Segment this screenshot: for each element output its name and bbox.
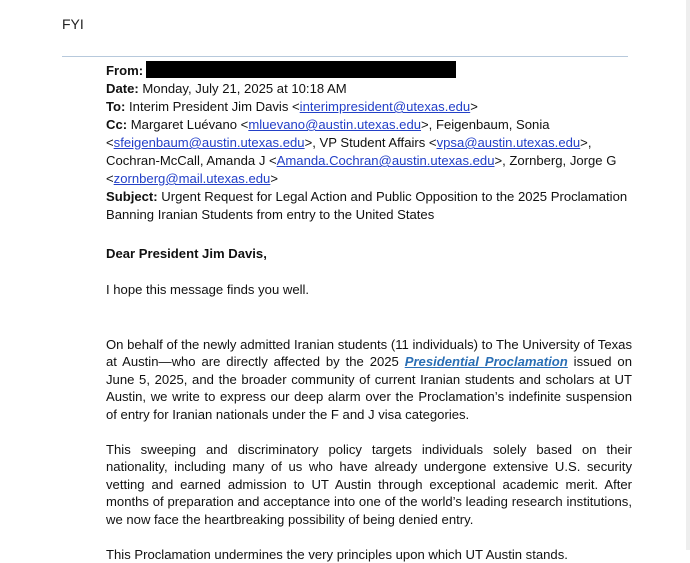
- cc-email-link-4[interactable]: Amanda.Cochran@austin.utexas.edu: [276, 153, 495, 168]
- scrollbar-track[interactable]: [686, 0, 690, 550]
- cc-name-2: >, Feigenbaum, Sonia <: [106, 117, 550, 150]
- redacted-sender: [146, 61, 456, 78]
- cc-name-1: Margaret Luévano <: [130, 117, 249, 132]
- cc-email-link-2[interactable]: sfeigenbaum@austin.utexas.edu: [113, 135, 305, 150]
- date-value: Monday, July 21, 2025 at 10:18 AM: [142, 81, 347, 96]
- body-paragraph-2: This sweeping and discriminatory policy targets individuals solely based on their nationality, including many of us who have already undergone extensive U.S. security vetting and earned admission to UT Austin through exceptional academic merit. After months of preparation and acceptance into one of the world’s leading research institutions, we now face the heartbreaking possibility of being denied entry.: [106, 442, 632, 527]
- cc-email-link-5[interactable]: zornberg@mail.utexas.edu: [113, 171, 271, 186]
- body-paragraph-3: This Proclamation undermines the very principles upon which UT Austin stands.: [106, 547, 568, 563]
- cc-email-link-1[interactable]: mluevano@austin.utexas.edu: [248, 117, 422, 132]
- cc-name-3: >, VP Student Affairs <: [304, 135, 437, 150]
- quote-divider: [62, 56, 628, 57]
- proclamation-link[interactable]: Presidential Proclamation: [404, 354, 568, 370]
- to-label: To:: [106, 99, 126, 114]
- cc-close: >: [270, 171, 278, 186]
- cc-label: Cc:: [106, 117, 128, 132]
- date-line: [106, 80, 632, 98]
- forwarded-email: [106, 61, 632, 563]
- to-name: Interim President Jim Davis <: [129, 99, 300, 114]
- p1-text-after: issued on June 5, 2025, and the broader community of current Iranian students and scholars at UT Austin, we write to express our deep alarm over the Proclamation’s indefinite suspension of entry for Iranian nationals under the F and J visa categories.: [106, 354, 632, 422]
- cc-name-4: >, Cochran-McCall, Amanda J <: [106, 135, 592, 168]
- cc-email-link-3[interactable]: vpsa@austin.utexas.edu: [436, 135, 581, 150]
- fyi-note: FYI: [62, 16, 84, 32]
- to-line: [106, 98, 632, 116]
- greeting: Dear President Jim Davis,: [106, 246, 267, 261]
- p1-text-before: On behalf of the newly admitted Iranian students (11 individuals) to The University of Texas at Austin—who are directly affected by the 2025: [106, 337, 632, 370]
- cc-line: [106, 116, 632, 188]
- subject-line: [106, 188, 632, 224]
- to-close: >: [470, 99, 478, 114]
- from-line: [106, 61, 632, 80]
- from-label: From:: [106, 63, 144, 78]
- body-paragraph-1: [106, 336, 632, 423]
- cc-name-5: >, Zornberg, Jorge G <: [106, 153, 617, 186]
- date-label: Date:: [106, 81, 139, 96]
- opening-line: I hope this message finds you well.: [106, 282, 310, 297]
- to-email-link[interactable]: interimpresident@utexas.edu: [299, 99, 471, 114]
- subject-value: Urgent Request for Legal Action and Public Opposition to the 2025 Proclamation Banning Iranian Students from entry to the United States: [106, 189, 628, 222]
- subject-label: Subject:: [106, 189, 158, 204]
